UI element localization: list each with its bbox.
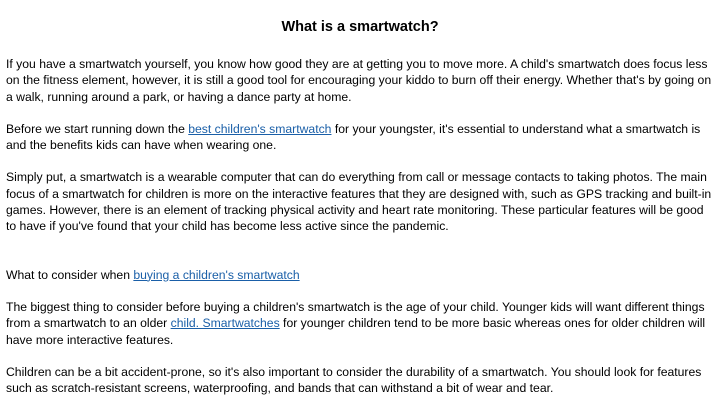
heading-text: What to consider when [6,267,134,282]
paragraph-before-we-start [6,121,714,154]
paragraph-text: Before we start running down the [6,121,189,136]
page-title: What is a smartwatch? [281,19,439,35]
paragraph-text: for younger children tend to be more basic whereas ones for older children will have more interactive features. [6,316,706,347]
paragraph-text: for your youngster, it's essential to understand what a smartwatch is and the benefits kids can have when wearing one. [6,121,701,153]
section-heading-what-to-consider [6,267,714,283]
best-childrens-smartwatch-link[interactable]: best children's smartwatch [188,121,332,136]
paragraph-text: The biggest thing to consider before buying a children's smartwatch is the age of your child. Younger kids will want different things from a smartwatch to an older [6,299,705,331]
buying-childrens-smartwatch-link[interactable]: buying a children's smartwatch [133,267,300,282]
paragraph-durability: Children can be a bit accident-prone, so it's also important to consider the durability of a smartwatch. You should look for features such as scratch-resistant screens, waterproofing, and bands that can withstand a bit of wear and tear. [6,364,702,396]
child-smartwatches-link[interactable]: child. Smartwatches [170,316,280,331]
paragraph-age-of-child [6,299,714,348]
paragraph-simply-put: Simply put, a smartwatch is a wearable computer that can do everything from call or message contacts to taking photos. The main focus of a smartwatch for children is more on the interactive features that they are designed with, such as GPS tracking and built-in games. However, there is an element of tracking physical activity and heart rate monitoring. These particular features will be good to have if you've found that your child has become less active since the pandemic. [6,170,712,234]
paragraph-intro: If you have a smartwatch yourself, you know how good they are at getting you to move more. A child's smartwatch does focus less on the fitness element, however, it is still a good tool for encouraging your kiddo to burn off their energy. Whether that's by going on a walk, running around a park, or having a dance party at home. [6,57,712,104]
